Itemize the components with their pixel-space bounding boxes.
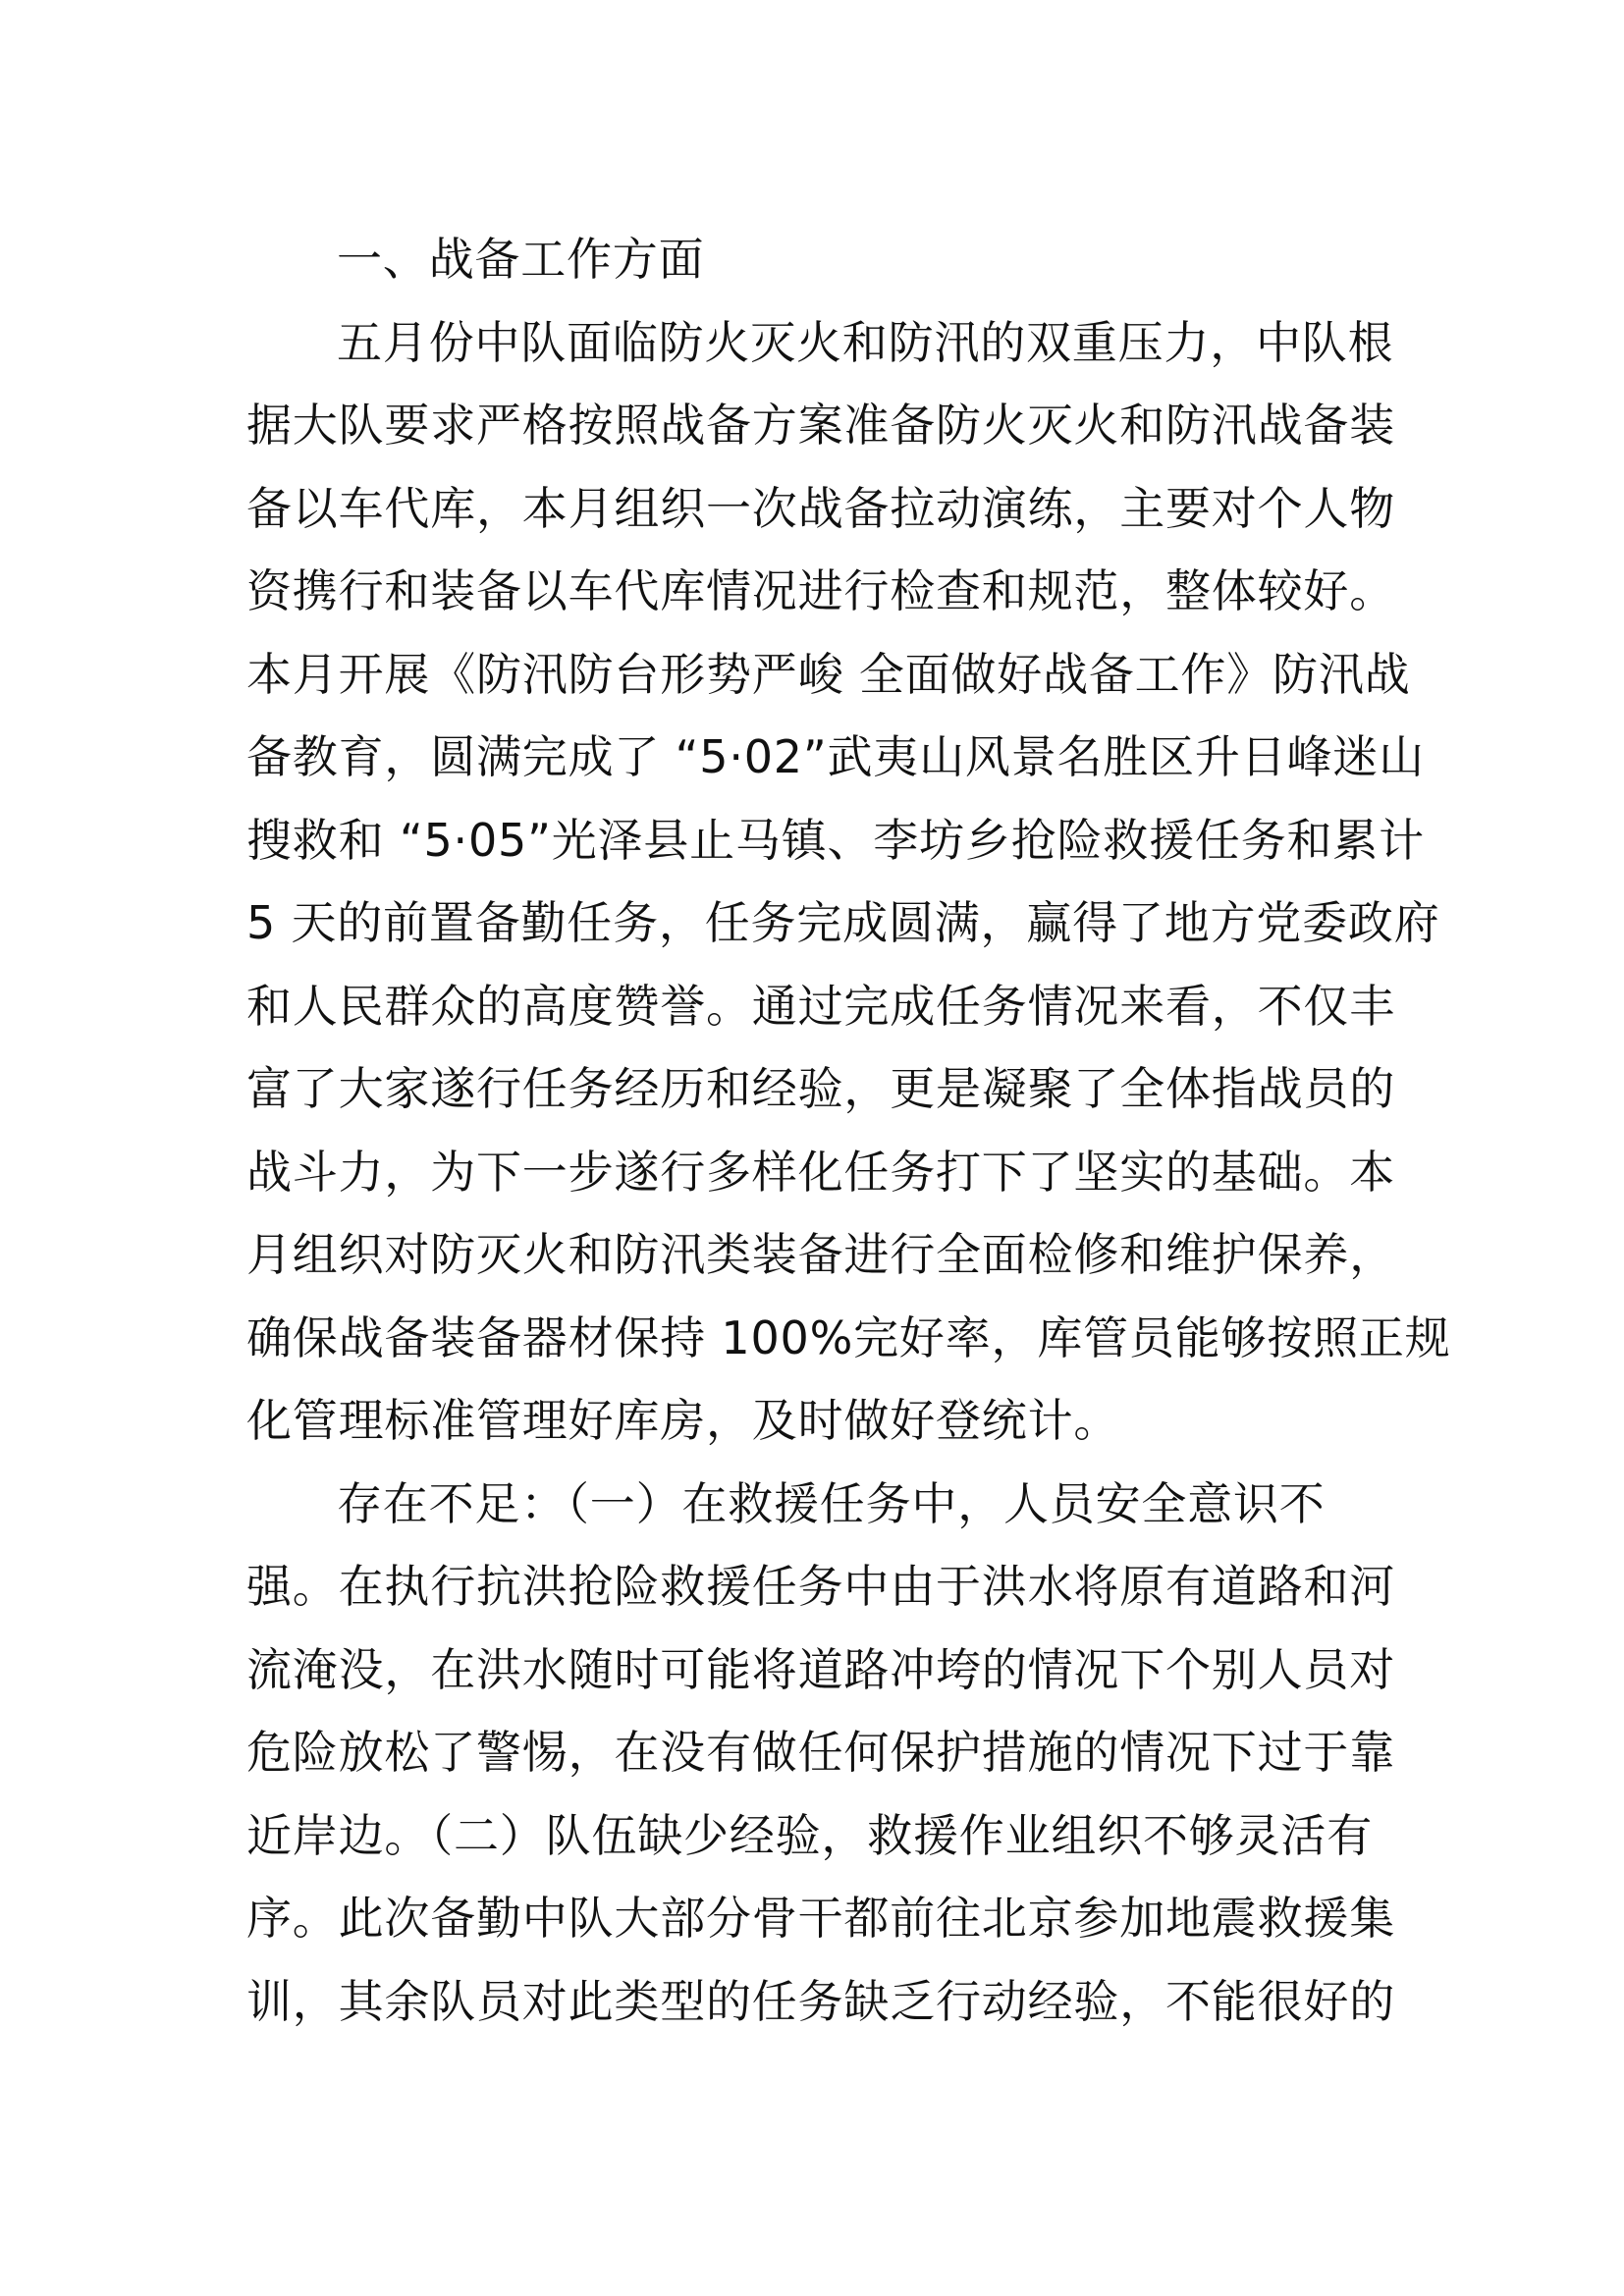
paragraph-line: 搜救和 “5·05”光泽县止马镇、李坊乡抢险救援任务和累计 (246, 813, 1425, 867)
paragraph-line: 本月开展《防汛防台形势严峻 全面做好战备工作》防汛战 (246, 647, 1411, 701)
paragraph-line: 战斗力，为下一步遂行多样化任务打下了坚实的基础。本 (246, 1145, 1395, 1199)
paragraph-line: 富了大家遂行任务经历和经验，更是凝聚了全体指战员的 (246, 1062, 1395, 1115)
paragraph-line: 5 天的前置备勤任务，任务完成圆满，赢得了地方党委政府 (246, 896, 1440, 949)
paragraph-line: 五月份中队面临防火灭火和防汛的双重压力，中队根 (337, 315, 1394, 369)
document-body (246, 218, 1451, 2043)
paragraph-line: 存在不足：（一）在救援任务中，人员安全意识不 (337, 1476, 1326, 1530)
paragraph-line: 序。此次备勤中队大部分骨干都前往北京参加地震救援集 (246, 1892, 1395, 1945)
paragraph-line: 确保战备装备器材保持 100%完好率，库管员能够按照正规 (246, 1310, 1451, 1364)
paragraph-line: 化管理标准管理好库房，及时做好登统计。 (246, 1394, 1120, 1447)
paragraph-line: 危险放松了警惕，在没有做任何保护措施的情况下过于靠 (246, 1726, 1395, 1779)
paragraph-line: 训，其余队员对此类型的任务缺乏行动经验，不能很好的 (246, 1974, 1395, 2028)
paragraph-line: 据大队要求严格按照战备方案准备防火灭火和防汛战备装 (246, 399, 1395, 452)
paragraph-line: 资携行和装备以车代库情况进行检查和规范，整体较好。 (246, 564, 1395, 617)
paragraph-line: 强。在执行抗洪抢险救援任务中由于洪水将原有道路和河 (246, 1560, 1395, 1613)
paragraph-line: 备以车代库，本月组织一次战备拉动演练，主要对个人物 (246, 481, 1395, 535)
paragraph-line: 备教育，圆满完成了 “5·02”武夷山风景名胜区升日峰迷山 (246, 730, 1425, 783)
paragraph-line: 月组织对防灭火和防汛类装备进行全面检修和维护保养， (246, 1228, 1395, 1281)
paragraph-line: 近岸边。（二）队伍缺少经验，救援作业组织不够灵活有 (246, 1808, 1373, 1862)
paragraph-line: 流淹没，在洪水随时可能将道路冲垮的情况下个别人员对 (246, 1642, 1395, 1696)
section-heading: 一、战备工作方面 (337, 233, 705, 286)
paragraph-line: 和人民群众的高度赞誉。通过完成任务情况来看，不仅丰 (246, 979, 1395, 1033)
